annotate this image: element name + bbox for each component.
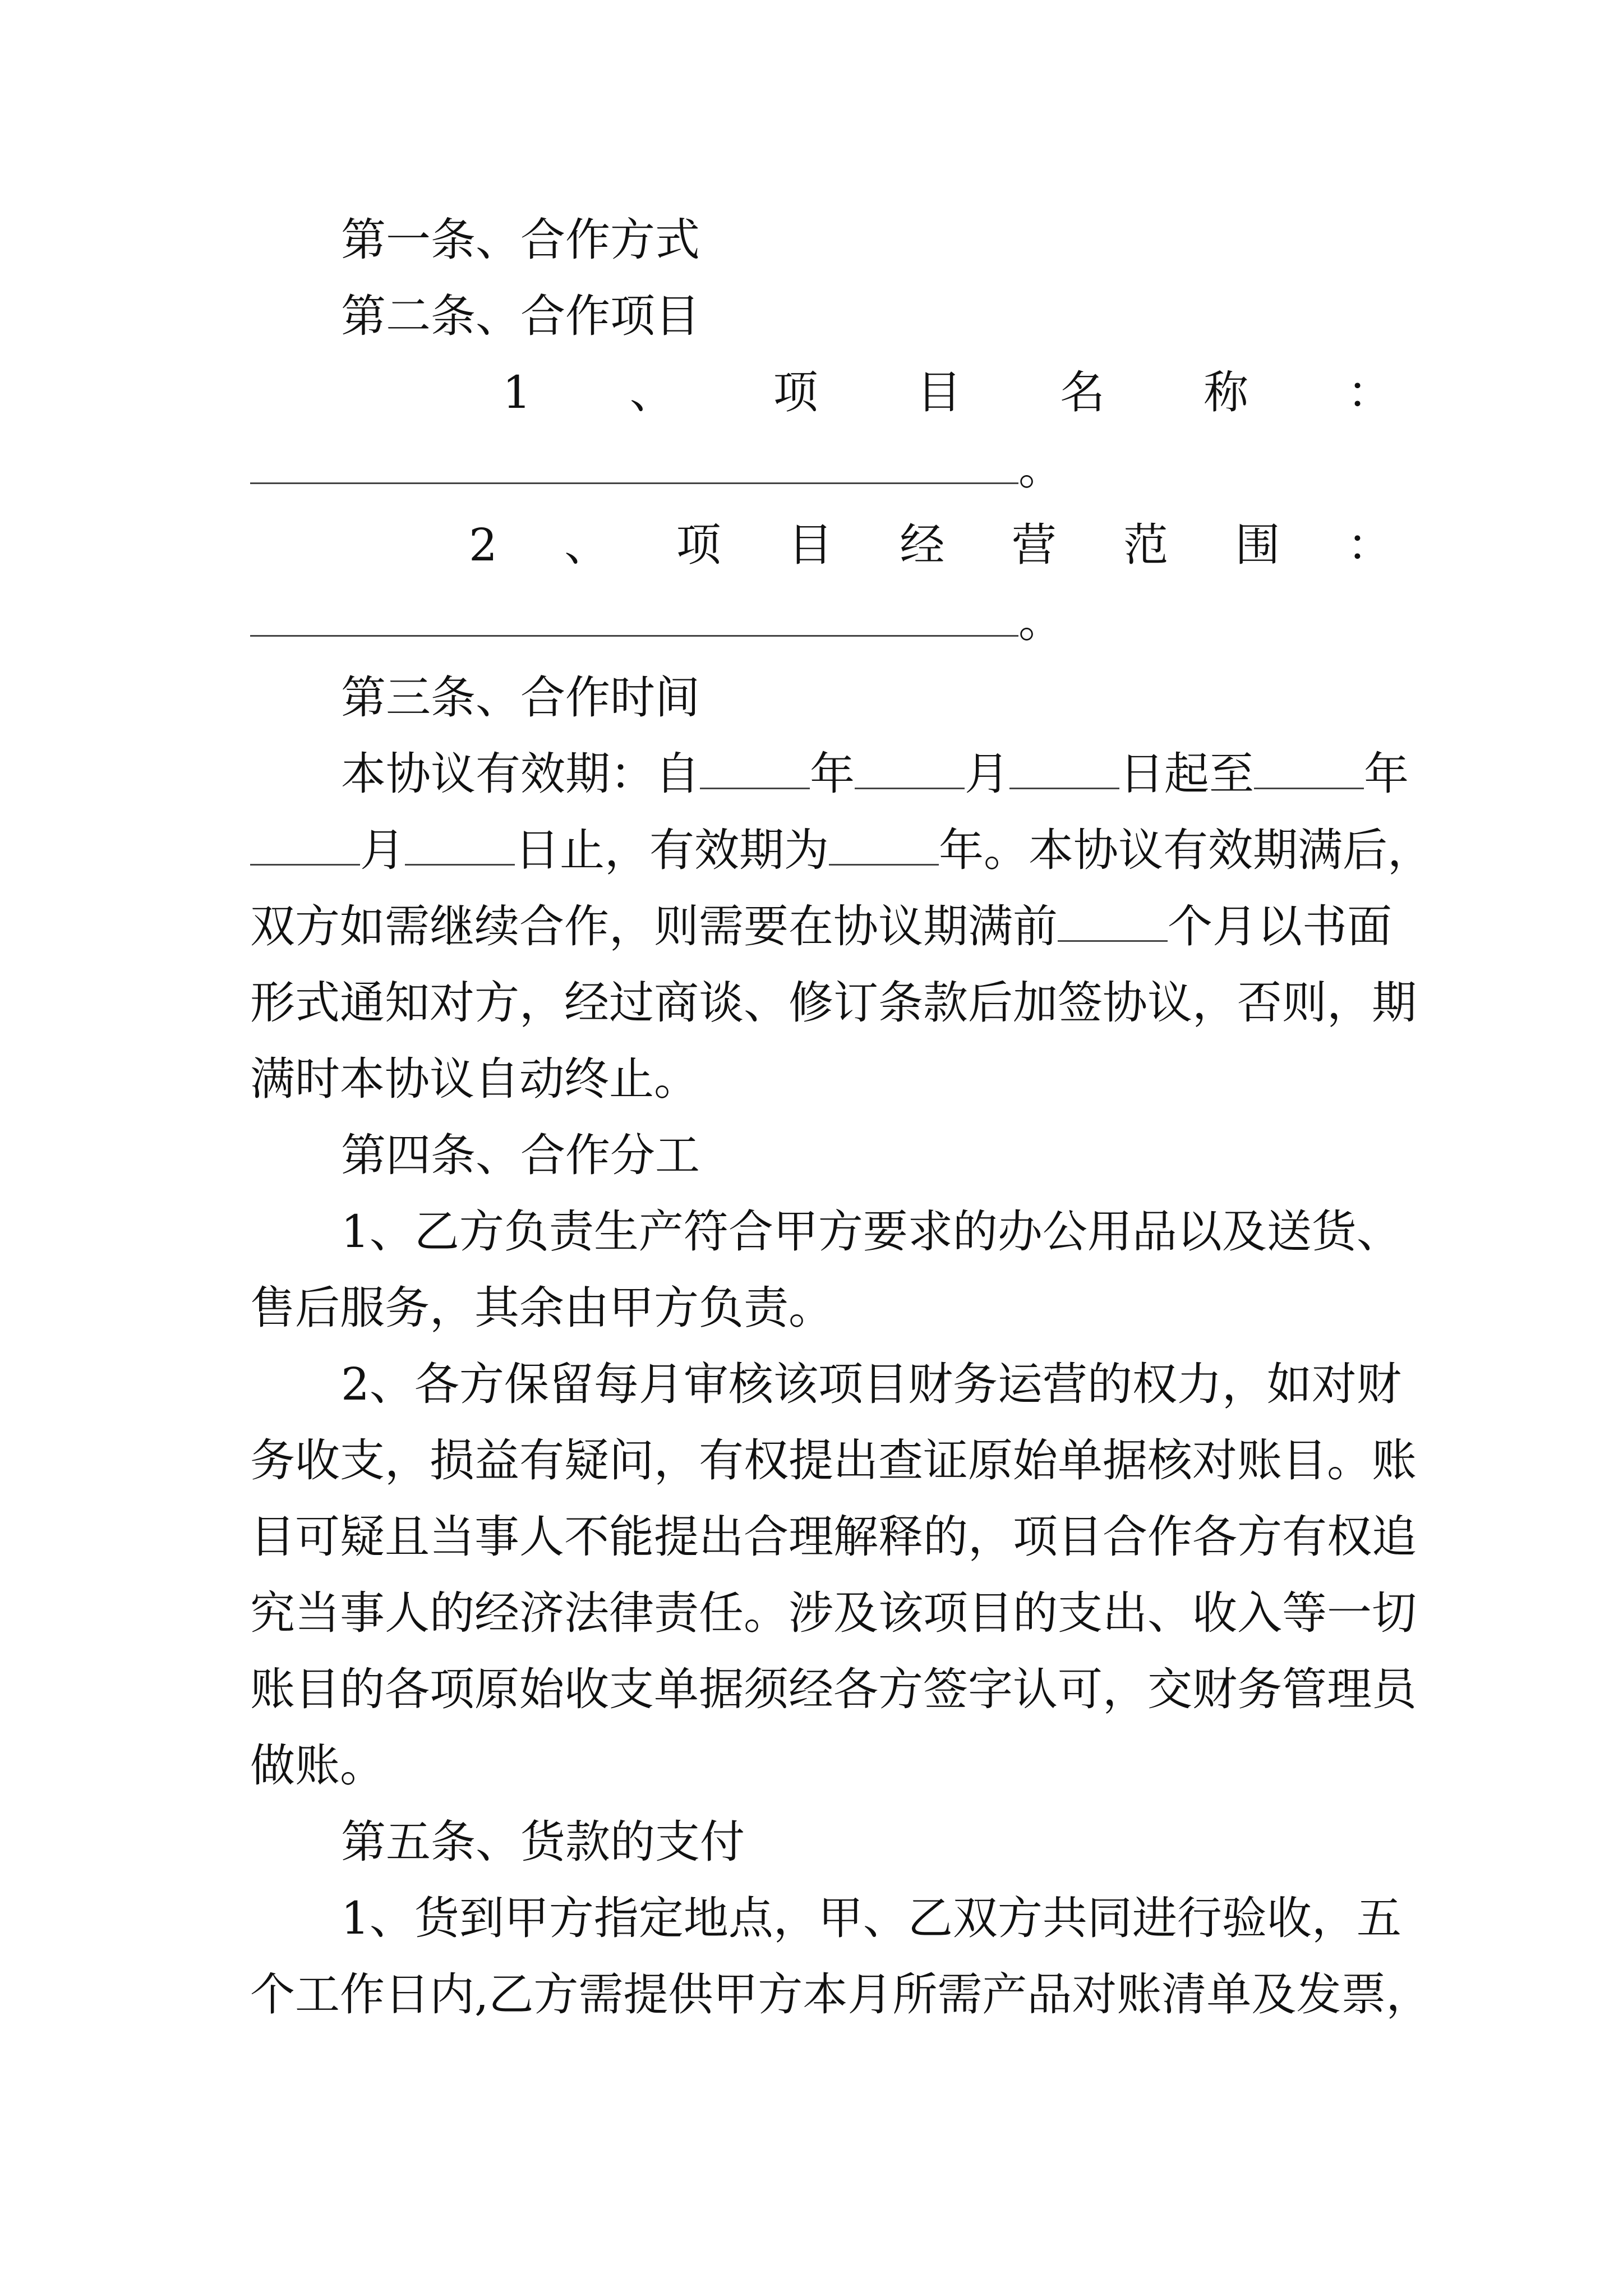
term-text: 本协议有效期：自 [341, 748, 700, 800]
term-text: 日止，有效期为 [515, 824, 829, 876]
project-scope-char: 目 [788, 519, 833, 571]
term-text: 年 [810, 748, 855, 800]
division-item-1-line: 1、乙方负责生产符合甲方要求的办公用品以及送货、 [341, 1205, 1401, 1258]
project-name-char: 目 [916, 366, 962, 418]
project-scope-blank-line [250, 583, 1392, 660]
project-name-char: ： [1347, 366, 1392, 418]
project-scope-char: 经 [900, 519, 945, 571]
fill-in-blank [250, 447, 1018, 484]
term-text: 年。本协议有效期满后， [939, 824, 1432, 876]
fill-in-blank [250, 599, 1018, 637]
fill-in-blank [405, 827, 515, 866]
fill-in-blank [829, 827, 939, 866]
document-body [250, 202, 1432, 2033]
term-text: 个月以书面 [1168, 900, 1392, 953]
project-name-char: 名 [1060, 366, 1105, 418]
project-scope-char: 项 [676, 519, 721, 571]
term-paragraph-line [250, 889, 1392, 965]
project-name-char: 称 [1204, 366, 1249, 418]
article-5-heading: 第五条、货款的支付 [341, 1816, 745, 1868]
term-paragraph-line: 形式通知对方，经过商谈、修订条款后加签协议，否则，期 [250, 977, 1417, 1029]
division-item-2-line: 究当事人的经济法律责任。涉及该项目的支出、收入等一切 [250, 1587, 1417, 1639]
project-name-char: 1 [502, 366, 531, 418]
project-name-blank-line [250, 431, 1392, 507]
division-item-2-line: 目可疑且当事人不能提出合理解释的，项目合作各方有权追 [250, 1511, 1417, 1563]
project-name-line [250, 355, 1392, 431]
term-text: 双方如需继续合作，则需要在协议期满前 [250, 900, 1058, 953]
article-1-heading: 第一条、合作方式 [341, 214, 700, 266]
article-4-heading: 第四条、合作分工 [341, 1129, 700, 1181]
term-text: 日起至 [1119, 748, 1254, 800]
project-name-char: 、 [629, 366, 675, 418]
project-scope-char: 围 [1235, 519, 1280, 571]
project-scope-char: 营 [1011, 519, 1057, 571]
period-mark: 。 [1018, 595, 1063, 647]
project-scope-char: 、 [564, 519, 610, 571]
term-text: 月 [360, 824, 405, 876]
division-item-2-line: 2、各方保留每月审核该项目财务运营的权力，如对财 [341, 1358, 1401, 1410]
fill-in-blank [1058, 903, 1168, 942]
division-item-2-line: 做账。 [250, 1740, 385, 1792]
term-paragraph-line [250, 812, 1432, 889]
division-item-2-line: 务收支，损益有疑问，有权提出查证原始单据核对账目。账 [250, 1434, 1417, 1487]
fill-in-blank [250, 827, 360, 866]
article-2-heading: 第二条、合作项目 [341, 290, 700, 342]
payment-item-1-line: 1、货到甲方指定地点，甲、乙双方共同进行验收，五 [341, 1892, 1401, 1944]
period-mark: 。 [1018, 443, 1063, 495]
term-paragraph-line [250, 736, 1409, 812]
fill-in-blank [1009, 751, 1119, 789]
project-scope-char: 2 [469, 519, 497, 571]
term-text: 月 [965, 748, 1009, 800]
term-paragraph-line: 满时本协议自动终止。 [250, 1053, 699, 1105]
fill-in-blank [1254, 751, 1364, 789]
term-text: 年 [1364, 748, 1409, 800]
fill-in-blank [855, 751, 965, 789]
project-scope-char: 范 [1123, 519, 1169, 571]
division-item-2-line: 账目的各项原始收支单据须经各方签字认可，交财务管理员 [250, 1663, 1417, 1715]
article-3-heading: 第三条、合作时间 [341, 671, 700, 724]
project-scope-line [250, 507, 1392, 583]
division-item-1-line: 售后服务，其余由甲方负责。 [250, 1282, 833, 1334]
project-name-char: 项 [773, 366, 818, 418]
fill-in-blank [700, 751, 810, 789]
payment-item-1-line: 个工作日内,乙方需提供甲方本月所需产品对账清单及发票， [250, 1968, 1431, 2021]
project-scope-char: ： [1347, 519, 1392, 571]
